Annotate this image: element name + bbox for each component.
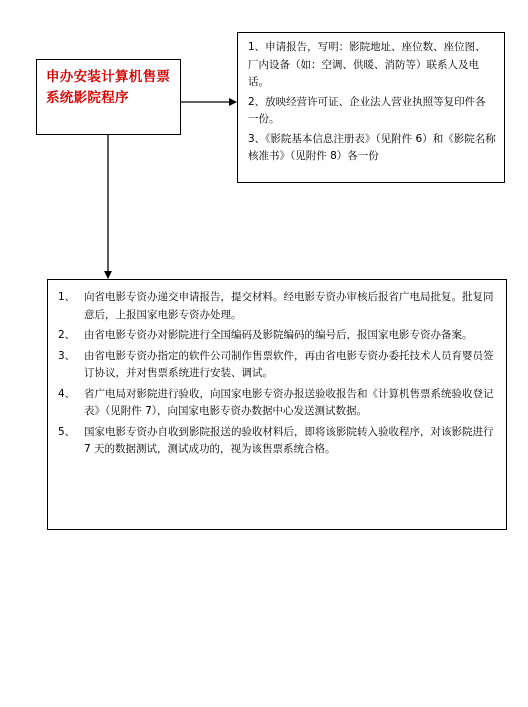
requirement-item: 1、申请报告，写明：影院地址、座位数、座位图、厂内设备（如：空调、供暖、消防等）联系人及电话。: [248, 41, 486, 88]
step-number: 3、: [58, 349, 76, 362]
requirements-box: [237, 32, 505, 183]
title-box: [36, 59, 181, 135]
step-text: 由省电影专资办对影院进行全国编码及影院编码的编号后，报国家电影专资办备案。: [84, 329, 473, 341]
step-item: [58, 327, 496, 345]
requirement-item: 2、放映经营许可证、企业法人营业执照等复印件各一份。: [248, 95, 486, 125]
step-number: 5、: [58, 425, 76, 438]
flowchart-title: 申办安装计算机售票系统影院程序: [46, 69, 171, 106]
step-text: 向省电影专资办递交申请报告，提交材料。经电影专资办审核后报省广电局批复。批复同意后，上报国家电影专资办处理。: [84, 291, 494, 321]
step-number: 2、: [58, 329, 76, 341]
procedure-steps-box: [47, 279, 507, 530]
step-text: 省广电局对影院进行验收，向国家电影专资办报送验收报告和《计算机售票系统验收登记表》（见附件 7），向国家电影专资办数据中心发送测试数据。: [84, 387, 494, 417]
step-item: [58, 348, 496, 383]
step-item: [58, 289, 496, 324]
step-item: [58, 424, 496, 459]
step-number: 4、: [58, 387, 76, 400]
requirement-item: 3、《影院基本信息注册表》（见附件 6）和《影院名称核准书》（见附件 8）各一份: [248, 132, 496, 162]
step-text: 国家电影专资办自收到影院报送的验收材料后，即将该影院转入验收程序，对该影院进行 7 天的数据测试，测试成功的，视为该售票系统合格。: [84, 425, 494, 455]
step-item: [58, 386, 496, 421]
step-number: 1、: [58, 291, 76, 303]
step-text: 由省电影专资办指定的软件公司制作售票软件，再由省电影专资办委托技术人员育婴员签订协议，并对售票系统进行安装、调试。: [84, 349, 494, 379]
